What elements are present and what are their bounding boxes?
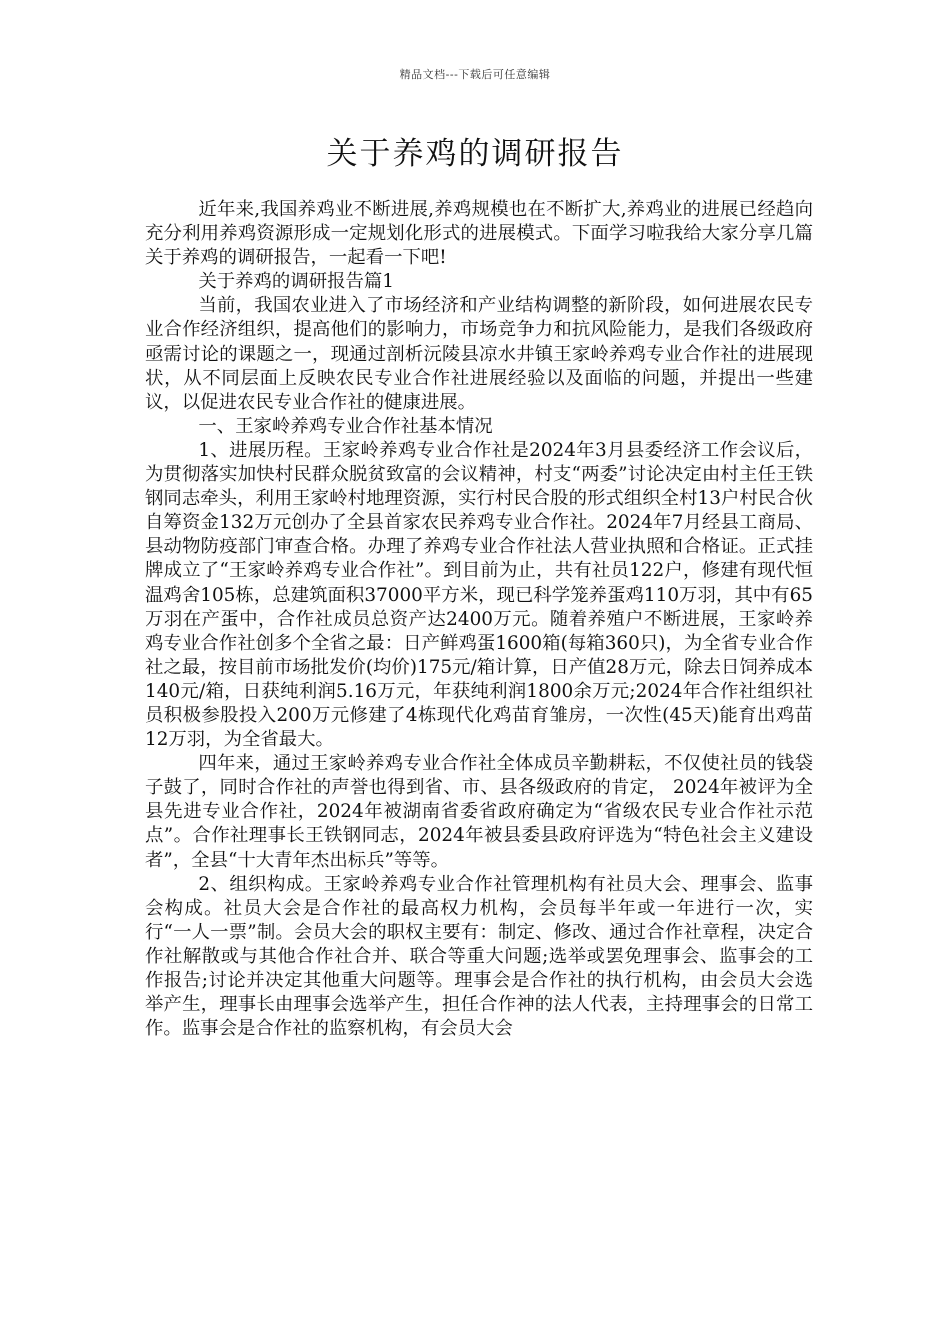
- body-paragraph: 近年来,我国养鸡业不断进展,养鸡规模也在不断扩大,养鸡业的进展已经趋向充分利用养鸡资源形成一定规划化形式的进展模式。下面学习啦我给大家分享几篇关于养鸡的调研报告，一起看一下吧!: [145, 199, 813, 269]
- section-heading: 一、王家岭养鸡专业合作社基本情况: [198, 415, 493, 437]
- body-paragraph: 2、组织构成。王家岭养鸡专业合作社管理机构有社员大会、理事会、监事会构成。社员大会是合作社的最高权力机构，会员每半年或一年进行一次，实行“一人一票”制。会员大会的职权主要有：制定、修改、通过合作社章程，决定合作社解散或与其他合作社合并、联合等重大问题;选举或罢免理事会、监事会的工作报告;讨论并决定其他重大问题等。理事会是合作社的执行机构，由会员大会选举产生，理事长由理事会选举产生，担任合作神的法人代表，主持理事会的日常工作。监事会是合作社的监察机构，有会员大会: [145, 873, 813, 1040]
- body-paragraph: 四年来，通过王家岭养鸡专业合作社全体成员辛勤耕耘，不仅使社员的钱袋子鼓了，同时合作社的声誉也得到省、市、县各级政府的肯定， 2024年被评为全县先进专业合作社，2024年被湖南省委省政府确定为“省级农民专业合作社示范点”。合作社理事长王铁钢同志，2024年被县委县政府评选为“特色社会主义建设者”，全县“十大青年杰出标兵”等等。: [145, 753, 813, 871]
- document-body: [145, 198, 813, 1041]
- document-title: 关于养鸡的调研报告: [326, 136, 624, 172]
- section-heading: 关于养鸡的调研报告篇1: [198, 271, 394, 293]
- body-paragraph: 1、进展历程。王家岭养鸡专业合作社是2024年3月县委经济工作会议后，为贯彻落实加快村民群众脱贫致富的会议精神，村支“两委”讨论决定由村主任王铁钢同志牵头，利用王家岭村地理资源，实行村民合股的形式组织全村13户村民合伙自筹资金132万元创办了全县首家农民养鸡专业合作社。2024年7月经县工商局、县动物防疫部门审查合格。办理了养鸡专业合作社法人营业执照和合格证。正式挂牌成立了“王家岭养鸡专业合作社”。到目前为止，共有社员122户，修建有现代恒温鸡舍105栋，总建筑面积37000平方米，现已科学笼养蛋鸡110万羽，其中有65万羽在产蛋中，合作社成员总资产达2400万元。随着养殖户不断进展，王家岭养鸡专业合作社创多个全省之最：日产鲜鸡蛋1600箱(每箱360只)，为全省专业合作社之最，按目前市场批发价(均价)175元/箱计算，日产值28万元，除去日饲养成本140元/箱，日获纯利润5.16万元，年获纯利润1800余万元;2024年合作社组织社员积极参股投入200万元修建了4栋现代化鸡苗育雏房，一次性(45天)能育出鸡苗12万羽，为全省最大。: [145, 439, 813, 751]
- header-note: 精品文档---下载后可任意编辑: [399, 68, 551, 81]
- body-paragraph: 当前，我国农业进入了市场经济和产业结构调整的新阶段，如何进展农民专业合作经济组织，提高他们的影响力，市场竞争力和抗风险能力，是我们各级政府亟需讨论的课题之一，现通过剖析沅陵县凉水井镇王家岭养鸡专业合作社的进展现状，从不同层面上反映农民专业合作社进展经验以及面临的问题，并提出一些建议，以促进农民专业合作社的健康进展。: [145, 295, 813, 413]
